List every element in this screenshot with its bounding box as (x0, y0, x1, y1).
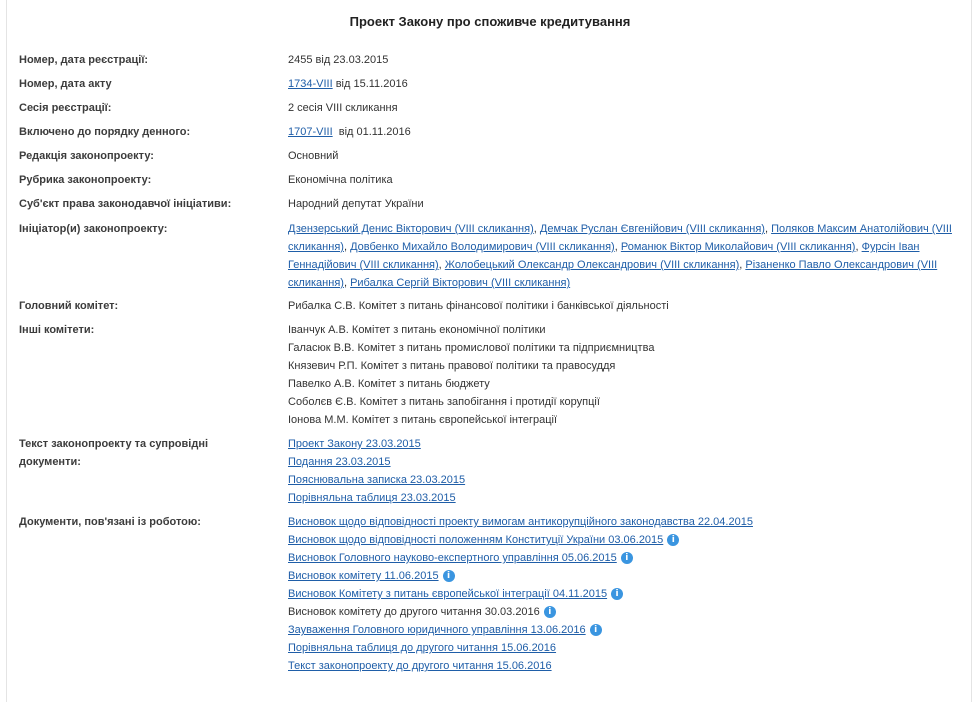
edition-label: Редакція законопроекту: (19, 150, 154, 162)
text-doc-link[interactable]: Пояснювальна записка 23.03.2015 (288, 474, 466, 486)
document-link[interactable]: Висновок щодо відповідності проекту вимогам антикорупційного законодавства 22.04.2015 (288, 516, 753, 528)
document-link[interactable]: Висновок Головного науково-експертного управління 05.06.2015 (288, 552, 617, 564)
info-icon[interactable]: i (611, 588, 623, 600)
document-link[interactable]: Зауваження Головного юридичного управління 13.06.2016 (288, 624, 586, 636)
info-icon[interactable]: i (590, 624, 602, 636)
rubric-value: Економічна політика (288, 174, 393, 186)
text-doc-link[interactable]: Подання 23.03.2015 (288, 456, 391, 468)
session-value: 2 сесія VIII скликання (288, 102, 398, 114)
committee-item: Князевич Р.П. Комітет з питань правової політики та правосуддя (288, 360, 616, 372)
act-label: Номер, дата акту (19, 78, 112, 90)
registration-label: Номер, дата реєстрації: (19, 54, 149, 66)
committee-item: Павелко А.В. Комітет з питань бюджету (288, 378, 490, 390)
document-link[interactable]: Порівняльна таблиця до другого читання 15.06.2016 (288, 642, 557, 654)
committee-item: Галасюк В.В. Комітет з питань промислової політики та підприємництва (288, 342, 655, 354)
info-icon[interactable]: i (621, 552, 633, 564)
agenda-link[interactable]: 1707-VIII (288, 126, 333, 138)
committee-item: Соболєв Є.В. Комітет з питань запобігання і протидії корупції (288, 396, 600, 408)
initiator-link[interactable]: Різаненко Павло Олександрович (VIII скликання) (288, 259, 938, 289)
other-committees-label: Інші комітети: (19, 324, 95, 336)
subject-value: Народний депутат України (288, 198, 424, 210)
text-doc-link[interactable]: Проект Закону 23.03.2015 (288, 438, 421, 450)
initiator-link[interactable]: Романюк Віктор Миколайович (VIII скликання) (620, 241, 856, 253)
initiators-list: Дзензерський Денис Вікторович (VIII скликання), Демчак Руслан Євгенійович (VIII скликання), Поляков Максим Анатолійович (VIII скликання), Довбенко Михайло Володимирович (VIII скликання), Романюк Віктор Миколайович (VIII скликання), Фурсін Іван Геннадійович (VIII скликання), Жолобецький Олександр Олександрович (VIII скликання), Різаненко Павло Олександрович (VIII скликання), Рибалка Сергій Вікторович (VIII скликання) (288, 223, 952, 289)
edition-value: Основний (288, 150, 339, 162)
document-link[interactable]: Висновок Комітету з питань європейської інтеграції 04.11.2015 (288, 588, 608, 600)
committee-item: Іванчук А.В. Комітет з питань економічної політики (288, 324, 546, 336)
documents-list (288, 513, 958, 675)
texts-list (288, 435, 958, 507)
documents-label: Документи, пов'язані із роботою: (19, 516, 201, 528)
initiator-link[interactable]: Фурсін Іван Геннадійович (VIII скликання) (288, 241, 920, 271)
text-doc-link[interactable]: Порівняльна таблиця 23.03.2015 (288, 492, 456, 504)
agenda-value (288, 123, 958, 141)
info-icon[interactable]: i (443, 570, 455, 582)
document-link[interactable]: Висновок комітету 11.06.2015 (288, 570, 439, 582)
act-date: від 15.11.2016 (332, 78, 408, 90)
main-committee-label: Головний комітет: (19, 300, 119, 312)
agenda-label: Включено до порядку денного: (19, 126, 191, 138)
session-label: Сесія реєстрації: (19, 102, 112, 114)
texts-label-line: Текст законопроекту та супровідні (19, 438, 209, 450)
document-link[interactable]: Висновок щодо відповідності положенням Конституції України 03.06.2015 (288, 534, 664, 546)
document-text: Висновок комітету до другого читання 30.03.2016 (288, 606, 540, 618)
act-value (288, 75, 958, 93)
initiator-link[interactable]: Поляков Максим Анатолійович (VIII скликання) (288, 223, 952, 253)
texts-label-line: документи: (19, 456, 81, 468)
initiator-link[interactable]: Жолобецький Олександр Олександрович (VIII скликання) (444, 259, 740, 271)
rubric-label: Рубрика законопроекту: (19, 174, 152, 186)
initiator-link[interactable]: Довбенко Михайло Володимирович (VIII скликання) (350, 241, 615, 253)
document-link[interactable]: Текст законопроекту до другого читання 15.06.2016 (288, 660, 552, 672)
texts-label (19, 435, 269, 471)
info-icon[interactable]: i (667, 534, 679, 546)
main-committee-value: Рибалка С.В. Комітет з питань фінансової політики і банківської діяльності (288, 300, 669, 312)
act-link[interactable]: 1734-VIII (288, 78, 333, 90)
initiators-label: Ініціатор(и) законопроекту: (19, 223, 168, 235)
info-icon[interactable]: i (544, 606, 556, 618)
page-title: Проект Закону про споживче кредитування (349, 14, 631, 29)
registration-value: 2455 від 23.03.2015 (288, 54, 389, 66)
agenda-date: від 01.11.2016 (332, 126, 411, 138)
initiator-link[interactable]: Рибалка Сергій Вікторович (VIII скликання) (350, 277, 571, 289)
subject-label: Суб'єкт права законодавчої ініціативи: (19, 198, 232, 210)
initiator-link[interactable]: Демчак Руслан Євгенійович (VIII скликання) (539, 223, 765, 235)
other-committees-list (288, 321, 958, 429)
committee-item: Іонова М.М. Комітет з питань європейської інтеграції (288, 414, 558, 426)
initiator-link[interactable]: Дзензерський Денис Вікторович (VIII скликання) (288, 223, 534, 235)
